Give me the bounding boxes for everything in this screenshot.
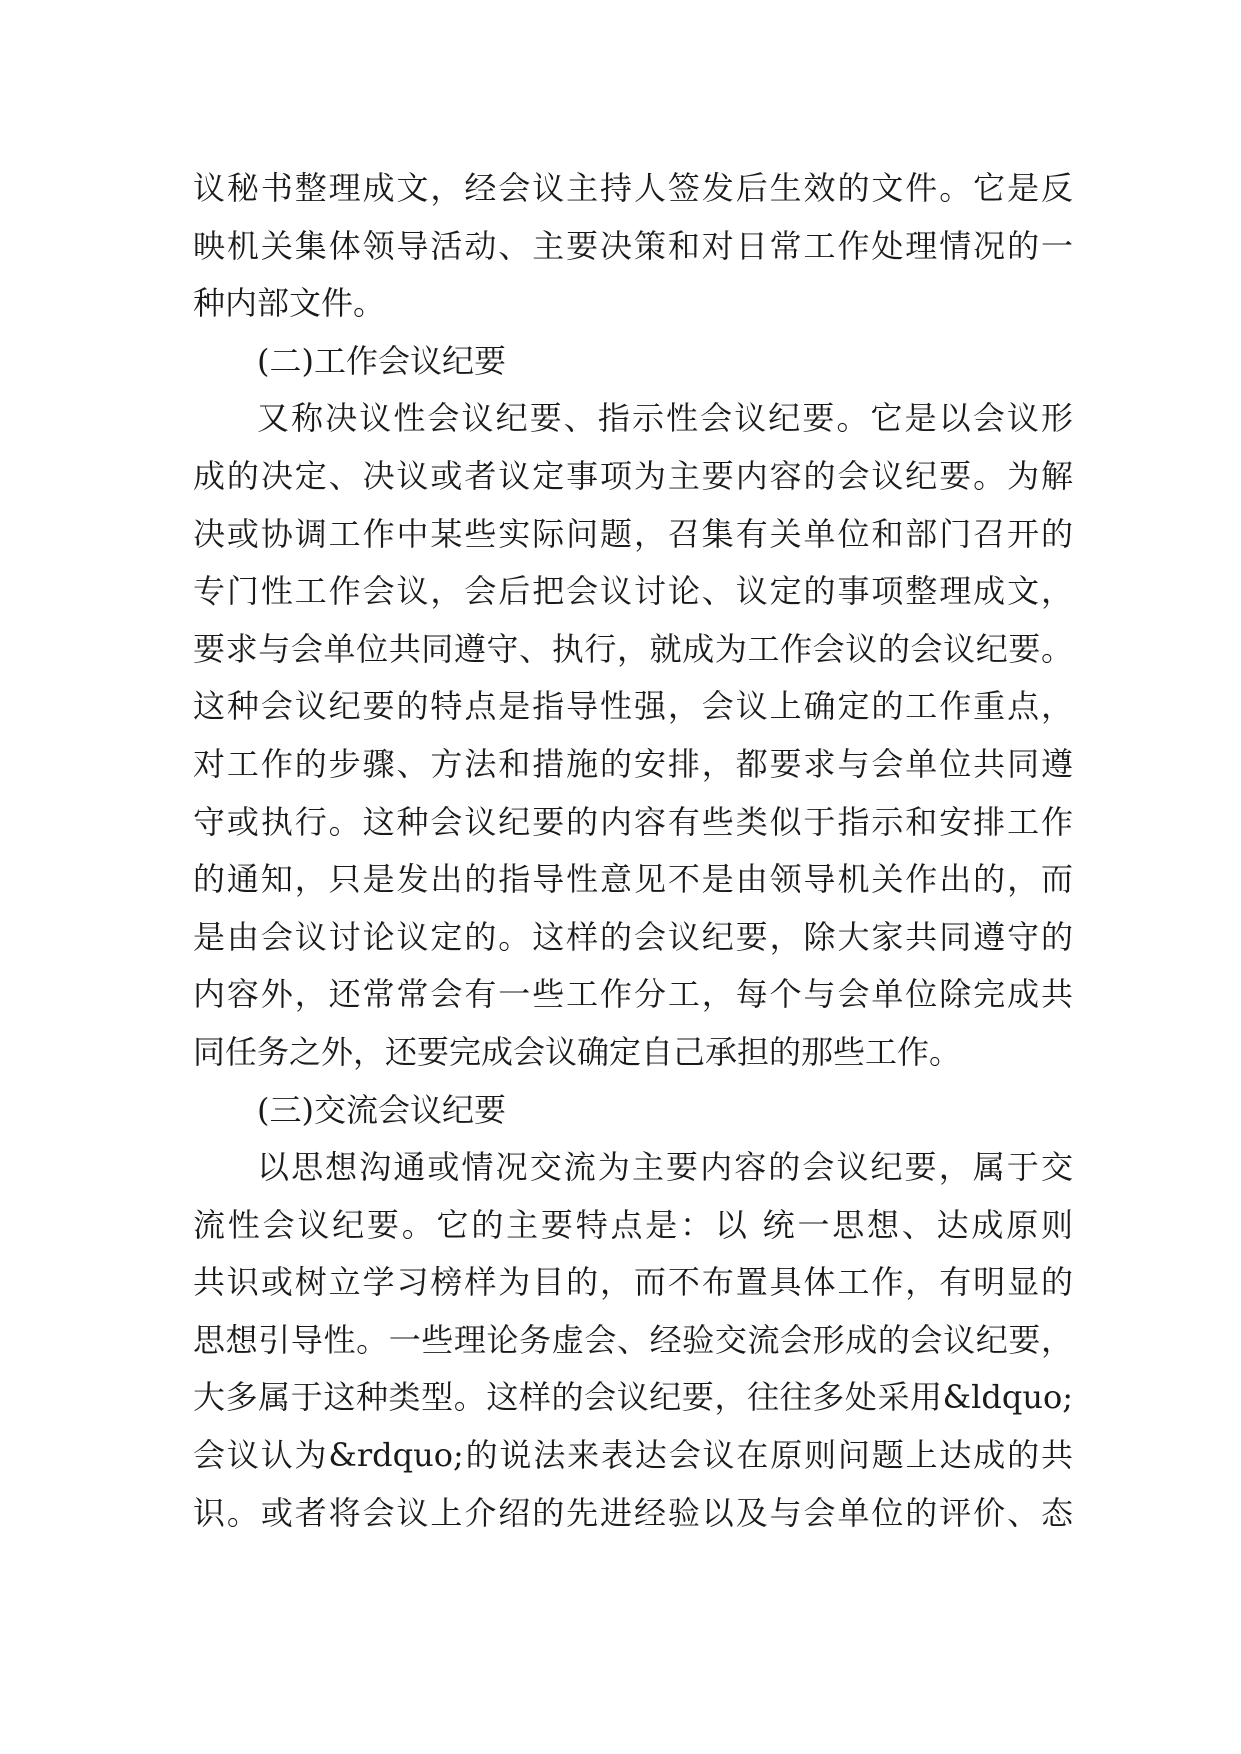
text-line: 又称决议性会议纪要、指示性会议纪要。它是以会议形 [257, 399, 1073, 438]
section-heading: (二)工作会议纪要 [257, 341, 506, 380]
text-line: 识。或者将会议上介绍的先进经验以及与会单位的评价、态 [193, 1493, 1073, 1532]
text-line: 映机关集体领导活动、主要决策和对日常工作处理情况的一 [193, 226, 1073, 265]
text-line: 这种会议纪要的特点是指导性强，会议上确定的工作重点， [193, 687, 1073, 726]
text-line: 同任务之外，还要完成会议确定自己承担的那些工作。 [193, 1032, 962, 1071]
section-heading: (三)交流会议纪要 [257, 1090, 506, 1129]
body-text [193, 160, 1073, 1542]
text-line: 共识或树立学习榜样为目的，而不布置具体工作，有明显的 [193, 1263, 1073, 1302]
text-line: 会议认为&rdquo;的说法来表达会议在原则问题上达成的共 [193, 1436, 1073, 1475]
text-line: 流性会议纪要。它的主要特点是：以 统一思想、达成原则 [193, 1205, 1073, 1244]
text-line: 大多属于这种类型。这样的会议纪要，往往多处采用&ldquo; [193, 1378, 1073, 1417]
text-line: 要求与会单位共同遵守、执行，就成为工作会议的会议纪要。 [193, 629, 1073, 668]
text-line: 是由会议讨论议定的。这样的会议纪要，除大家共同遵守的 [193, 917, 1073, 956]
text-line: 思想引导性。一些理论务虚会、经验交流会形成的会议纪要， [193, 1320, 1073, 1359]
text-line: 内容外，还常常会有一些工作分工，每个与会单位除完成共 [193, 975, 1073, 1014]
text-line: 守或执行。这种会议纪要的内容有些类似于指示和安排工作 [193, 802, 1073, 841]
text-line: 决或协调工作中某些实际问题，召集有关单位和部门召开的 [193, 514, 1073, 553]
text-line: 的通知，只是发出的指导性意见不是由领导机关作出的，而 [193, 860, 1073, 899]
text-line: 专门性工作会议，会后把会议讨论、议定的事项整理成文， [193, 572, 1073, 611]
text-line: 以思想沟通或情况交流为主要内容的会议纪要，属于交 [257, 1148, 1073, 1187]
text-line: 议秘书整理成文，经会议主持人签发后生效的文件。它是反 [193, 169, 1073, 207]
text-line: 对工作的步骤、方法和措施的安排，都要求与会单位共同遵 [193, 744, 1073, 783]
text-line: 成的决定、决议或者议定事项为主要内容的会议纪要。为解 [193, 456, 1073, 495]
text-line: 种内部文件。 [193, 284, 386, 323]
